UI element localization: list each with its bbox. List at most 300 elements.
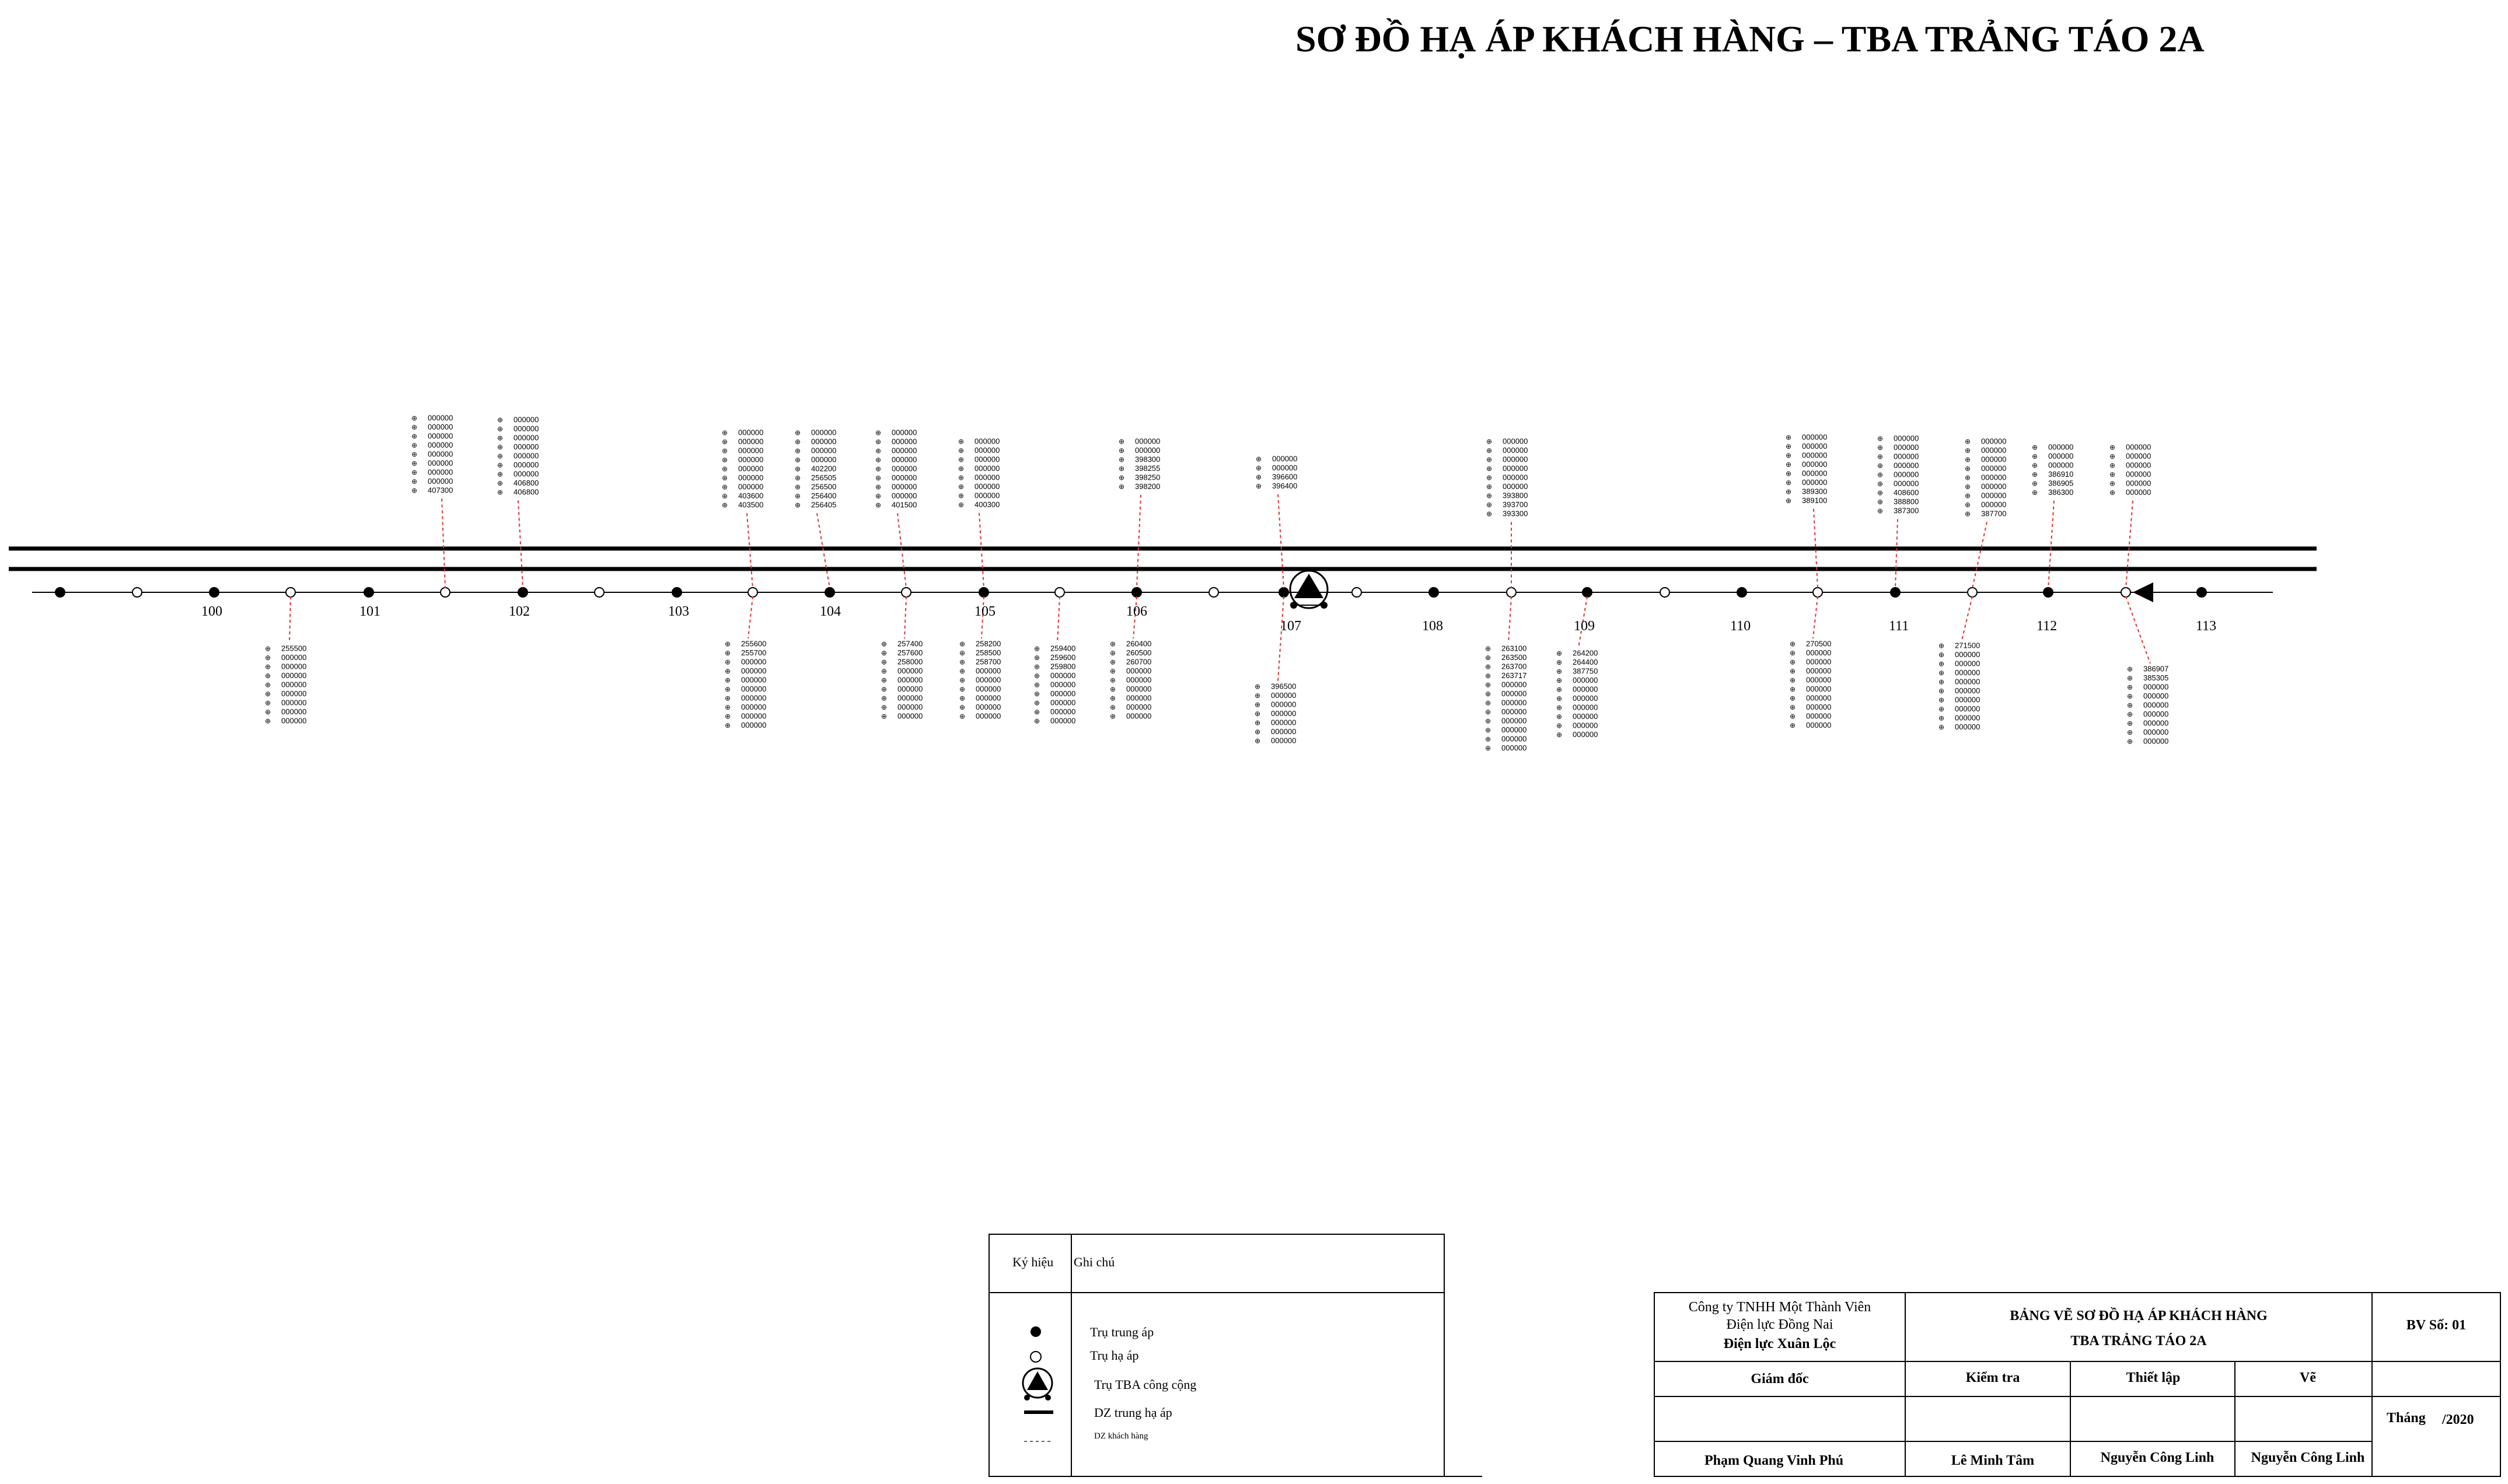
customer-code: 259400 xyxy=(1050,644,1076,653)
pole-label-108: 108 xyxy=(1422,619,1443,634)
mv-pole-marker xyxy=(825,588,834,597)
customer-code: 000000 xyxy=(1981,482,2007,491)
meter-icon: ⊕ xyxy=(265,680,271,689)
customer-code: 000000 xyxy=(2126,470,2151,479)
lv-pole-marker xyxy=(1209,588,1218,597)
customer-code: 257400 xyxy=(897,639,923,648)
meter-icon: ⊕ xyxy=(411,432,418,441)
meter-icon: ⊕ xyxy=(881,694,888,703)
meter-icon: ⊕ xyxy=(875,492,882,500)
customer-code: 263100 xyxy=(1501,644,1527,653)
customer-code: 000000 xyxy=(281,707,307,716)
meter-icon: ⊕ xyxy=(1965,437,1971,446)
meter-icon: ⊕ xyxy=(2032,461,2038,470)
customer-code: 000000 xyxy=(741,675,767,685)
customer-code: 000000 xyxy=(1135,446,1161,455)
customer-code: 393700 xyxy=(1503,500,1528,509)
customer-code: 000000 xyxy=(2143,736,2169,746)
meter-icon: ⊕ xyxy=(1255,710,1261,718)
customer-code: 000000 xyxy=(1802,478,1828,487)
lv-pole-marker xyxy=(441,588,450,597)
meter-icon: ⊕ xyxy=(411,477,418,486)
customer-code: 000000 xyxy=(1271,709,1297,718)
mv-pole-marker xyxy=(979,588,988,597)
lv-pole-marker xyxy=(1660,588,1669,597)
meter-icon: ⊕ xyxy=(1786,433,1792,442)
meter-icon: ⊕ xyxy=(722,438,728,446)
customer-code: 000000 xyxy=(1573,703,1598,712)
customer-code: 000000 xyxy=(514,451,539,460)
meter-icon: ⊕ xyxy=(722,483,728,491)
meter-icon: ⊕ xyxy=(1485,672,1491,680)
customer-code: 000000 xyxy=(1806,721,1832,729)
meter-icon: ⊕ xyxy=(1486,483,1493,491)
meter-icon: ⊕ xyxy=(881,712,888,721)
meter-icon: ⊕ xyxy=(958,446,965,455)
customer-code: 000000 xyxy=(897,703,923,711)
meter-icon: ⊕ xyxy=(1877,444,1884,452)
customer-code: 000000 xyxy=(1573,694,1598,703)
meter-icon: ⊕ xyxy=(1556,721,1563,730)
meter-icon: ⊕ xyxy=(958,501,965,509)
meter-icon: ⊕ xyxy=(1965,501,1971,509)
pole-label-109: 109 xyxy=(1574,619,1595,634)
customer-code: 000000 xyxy=(738,428,764,437)
meter-icon: ⊕ xyxy=(1255,718,1261,727)
mv-pole-icon xyxy=(1031,1326,1041,1337)
meter-icon: ⊕ xyxy=(1119,437,1125,446)
customer-code: 000000 xyxy=(892,473,917,482)
meter-icon: ⊕ xyxy=(1034,672,1040,680)
name-setup: Nguyễn Công Linh xyxy=(2100,1450,2214,1465)
customer-code: 000000 xyxy=(514,442,539,451)
legend-item-lv-pole: Trụ hạ áp xyxy=(1090,1348,1139,1363)
pole-label-110: 110 xyxy=(1730,619,1751,634)
meter-icon: ⊕ xyxy=(1255,700,1261,709)
legend xyxy=(989,1234,1482,1476)
meter-icon: ⊕ xyxy=(1786,442,1792,451)
customer-code: 396600 xyxy=(1272,472,1298,481)
mv-pole-marker xyxy=(364,588,373,597)
meter-icon: ⊕ xyxy=(411,450,418,459)
meter-icon: ⊕ xyxy=(959,649,966,657)
title-block xyxy=(1654,1293,2500,1476)
meter-icon: ⊕ xyxy=(958,437,965,446)
customer-code: 000000 xyxy=(741,666,767,675)
customer-group xyxy=(1877,434,1919,515)
meter-icon: ⊕ xyxy=(959,658,966,666)
meter-icon: ⊕ xyxy=(795,428,801,437)
customer-code: 264400 xyxy=(1573,658,1598,666)
customer-code: 000000 xyxy=(1126,693,1152,703)
customer-code: 000000 xyxy=(428,459,453,467)
lv-pole-marker xyxy=(1352,588,1361,597)
role-check: Kiểm tra xyxy=(1965,1370,2020,1385)
customer-code: 000000 xyxy=(741,657,767,666)
meter-icon: ⊕ xyxy=(722,474,728,482)
meter-icon: ⊕ xyxy=(1119,455,1125,464)
customer-code: 000000 xyxy=(2143,700,2169,710)
customer-code: 000000 xyxy=(2126,452,2151,460)
customer-group xyxy=(1790,640,1831,730)
mv-pole-marker xyxy=(2044,588,2053,597)
customer-code: 000000 xyxy=(892,491,917,500)
customer-code: 398200 xyxy=(1135,482,1161,491)
customer-code: 000000 xyxy=(976,685,1001,693)
customer-code: 258700 xyxy=(976,657,1001,666)
customer-code: 000000 xyxy=(1806,648,1832,657)
customer-code: 000000 xyxy=(897,711,923,721)
customer-code: 255500 xyxy=(281,644,307,653)
customer-code: 000000 xyxy=(281,680,307,689)
customer-code: 000000 xyxy=(738,464,764,473)
meter-icon: ⊕ xyxy=(497,452,504,460)
meter-icon: ⊕ xyxy=(1790,712,1796,721)
customer-code: 400300 xyxy=(974,500,1000,509)
customer-code: 000000 xyxy=(1955,704,1980,713)
customer-code: 000000 xyxy=(1503,437,1528,446)
meter-icon: ⊕ xyxy=(1965,509,1971,518)
customer-code: 406800 xyxy=(514,479,539,487)
meter-icon: ⊕ xyxy=(1486,491,1493,500)
customer-code: 000000 xyxy=(1806,693,1832,703)
customer-code: 000000 xyxy=(1573,685,1598,694)
customer-code: 000000 xyxy=(1806,711,1832,721)
customer-code: 000000 xyxy=(1050,698,1076,707)
meter-icon: ⊕ xyxy=(1119,473,1125,482)
customer-drop-line xyxy=(518,501,523,589)
meter-icon: ⊕ xyxy=(1034,654,1040,662)
meter-icon: ⊕ xyxy=(725,667,731,675)
meter-icon: ⊕ xyxy=(411,486,418,495)
customer-code: 000000 xyxy=(974,491,1000,500)
customer-code: 000000 xyxy=(1802,460,1828,469)
meter-icon: ⊕ xyxy=(1256,464,1262,472)
drawing-number: BV Số: 01 xyxy=(2406,1318,2467,1333)
customer-code: 000000 xyxy=(741,693,767,703)
meter-icon: ⊕ xyxy=(1119,465,1125,473)
meter-icon: ⊕ xyxy=(725,658,731,666)
customer-code: 000000 xyxy=(514,433,539,442)
meter-icon: ⊕ xyxy=(1556,703,1563,712)
meter-icon: ⊕ xyxy=(1790,721,1796,729)
legend-col-symbol: Ký hiệu xyxy=(1012,1255,1054,1269)
customer-code: 258500 xyxy=(976,648,1001,657)
customer-code: 000000 xyxy=(281,671,307,680)
transformer-station-icon xyxy=(1290,571,1328,609)
customer-code: 000000 xyxy=(428,467,453,477)
mv-pole-marker xyxy=(55,588,65,597)
customer-code: 403500 xyxy=(738,500,764,509)
customer-code: 000000 xyxy=(974,473,1000,482)
customer-code: 000000 xyxy=(738,482,764,491)
customer-code: 000000 xyxy=(811,428,837,437)
customer-group xyxy=(1255,682,1296,745)
meter-icon: ⊕ xyxy=(1790,694,1796,703)
customer-code: 000000 xyxy=(1573,676,1598,685)
customer-code: 406800 xyxy=(514,487,539,497)
customer-code: 403600 xyxy=(738,491,764,500)
meter-icon: ⊕ xyxy=(795,446,801,455)
customer-code: 000000 xyxy=(2143,682,2169,692)
company-line1: Công ty TNHH Một Thành Viên xyxy=(1688,1300,1871,1315)
customer-group xyxy=(1486,437,1528,518)
customer-code: 257600 xyxy=(897,648,923,657)
customer-drop-line xyxy=(817,514,830,589)
customer-code: 259600 xyxy=(1050,653,1076,662)
customer-group xyxy=(795,428,836,509)
date-year: /2020 xyxy=(2442,1412,2474,1427)
meter-icon: ⊕ xyxy=(1786,497,1792,505)
mv-pole-marker xyxy=(1429,588,1438,597)
meter-icon: ⊕ xyxy=(875,465,882,473)
customer-code: 396500 xyxy=(1271,682,1297,691)
lv-pole-icon xyxy=(1031,1352,1041,1362)
customer-code: 258200 xyxy=(976,639,1001,648)
meter-icon: ⊕ xyxy=(881,649,888,657)
customer-code: 000000 xyxy=(1894,452,1919,461)
customer-code: 393300 xyxy=(1503,509,1528,518)
meter-icon: ⊕ xyxy=(1556,731,1563,739)
customer-code: 000000 xyxy=(738,455,764,464)
customer-code: 401500 xyxy=(892,500,917,509)
meter-icon: ⊕ xyxy=(2127,728,2133,736)
customer-code: 000000 xyxy=(897,685,923,693)
meter-icon: ⊕ xyxy=(2032,479,2038,488)
customer-drop-line xyxy=(289,596,291,643)
meter-icon: ⊕ xyxy=(2127,701,2133,710)
mv-pole-marker xyxy=(2197,588,2206,597)
customer-code: 000000 xyxy=(1501,743,1527,752)
customer-code: 000000 xyxy=(1955,659,1980,668)
meter-icon: ⊕ xyxy=(1110,649,1116,657)
customer-code: 000000 xyxy=(2143,718,2169,728)
name-director: Phạm Quang Vinh Phú xyxy=(1704,1453,1844,1468)
customer-drop-line xyxy=(748,596,753,638)
customer-code: 387300 xyxy=(1894,506,1919,515)
customer-code: 000000 xyxy=(976,693,1001,703)
meter-icon: ⊕ xyxy=(1110,703,1116,711)
customer-code: 260500 xyxy=(1126,648,1152,657)
customer-code: 256505 xyxy=(811,473,837,482)
feeder-end-arrow-icon xyxy=(2133,582,2153,602)
meter-icon: ⊕ xyxy=(1938,687,1945,695)
customer-group xyxy=(2127,665,2168,746)
meter-icon: ⊕ xyxy=(959,712,966,721)
customer-code: 000000 xyxy=(1135,437,1161,446)
meter-icon: ⊕ xyxy=(1485,654,1491,662)
customer-code: 386905 xyxy=(2048,479,2074,488)
mv-pole-marker xyxy=(209,588,219,597)
customer-code: 256500 xyxy=(811,482,837,491)
lv-pole-marker xyxy=(1968,588,1977,597)
meter-icon: ⊕ xyxy=(1938,723,1945,731)
customer-code: 000000 xyxy=(1981,455,2007,464)
customer-group xyxy=(959,640,1001,721)
customer-code: 000000 xyxy=(1573,730,1598,739)
meter-icon: ⊕ xyxy=(1938,696,1945,704)
meter-icon: ⊕ xyxy=(1486,437,1493,446)
customer-code: 000000 xyxy=(1126,675,1152,685)
legend-item-mv-lv-line: DZ trung hạ áp xyxy=(1094,1405,1172,1420)
meter-icon: ⊕ xyxy=(1877,434,1884,443)
customer-group xyxy=(1556,649,1598,739)
meter-icon: ⊕ xyxy=(725,721,731,729)
meter-icon: ⊕ xyxy=(2127,665,2133,673)
customer-drop-line xyxy=(1962,596,1972,640)
customer-code: 000000 xyxy=(1894,461,1919,470)
customer-code: 000000 xyxy=(1126,685,1152,693)
meter-icon: ⊕ xyxy=(959,703,966,711)
customer-code: 000000 xyxy=(1806,666,1832,675)
customer-code: 396400 xyxy=(1272,481,1298,490)
meter-icon: ⊕ xyxy=(1790,649,1796,657)
meter-icon: ⊕ xyxy=(1786,451,1792,460)
customer-group xyxy=(881,640,923,721)
pole-label-111: 111 xyxy=(1889,619,1909,634)
customer-code: 000000 xyxy=(741,685,767,693)
meter-icon: ⊕ xyxy=(1938,659,1945,668)
lv-pole-marker xyxy=(1813,588,1822,597)
meter-icon: ⊕ xyxy=(1034,717,1040,725)
customer-code: 385305 xyxy=(2143,673,2169,682)
meter-icon: ⊕ xyxy=(875,446,882,455)
customer-code: 000000 xyxy=(1981,437,2007,446)
pole-label-106: 106 xyxy=(1126,604,1147,619)
meter-icon: ⊕ xyxy=(722,428,728,437)
role-director: Giám đốc xyxy=(1751,1371,1809,1387)
customer-code: 000000 xyxy=(892,437,917,446)
customer-code: 256405 xyxy=(811,500,837,509)
meter-icon: ⊕ xyxy=(1790,667,1796,675)
customer-code: 000000 xyxy=(281,698,307,707)
customer-code: 000000 xyxy=(1981,464,2007,473)
customer-code: 000000 xyxy=(1501,707,1527,716)
customer-code: 000000 xyxy=(2143,692,2169,700)
customer-drop-line xyxy=(1895,519,1898,589)
customer-drop-line xyxy=(1057,596,1060,643)
meter-icon: ⊕ xyxy=(722,501,728,509)
pole-label-100: 100 xyxy=(201,604,222,619)
mv-pole-marker xyxy=(672,588,682,597)
meter-icon: ⊕ xyxy=(2127,719,2133,728)
customer-code: 000000 xyxy=(2126,460,2151,470)
meter-icon: ⊕ xyxy=(1938,669,1945,677)
meter-icon: ⊕ xyxy=(1119,446,1125,455)
meter-icon: ⊕ xyxy=(725,712,731,721)
meter-icon: ⊕ xyxy=(411,468,418,477)
meter-icon: ⊕ xyxy=(1110,667,1116,675)
meter-icon: ⊕ xyxy=(722,465,728,473)
customer-code: 388800 xyxy=(1894,497,1919,506)
meter-icon: ⊕ xyxy=(1110,676,1116,685)
lv-pole-marker xyxy=(2121,588,2130,597)
customer-group xyxy=(1786,433,1827,505)
meter-icon: ⊕ xyxy=(1255,736,1261,745)
meter-icon: ⊕ xyxy=(2127,674,2133,682)
meter-icon: ⊕ xyxy=(1556,658,1563,666)
meter-icon: ⊕ xyxy=(1034,690,1040,698)
customer-code: 389100 xyxy=(1802,496,1828,505)
customer-code: 000000 xyxy=(738,437,764,446)
meter-icon: ⊕ xyxy=(1486,446,1493,455)
customer-code: 000000 xyxy=(1802,469,1828,478)
meter-icon: ⊕ xyxy=(1556,649,1563,658)
meter-icon: ⊕ xyxy=(1034,680,1040,689)
customer-code: 259800 xyxy=(1050,662,1076,671)
customer-code: 000000 xyxy=(1981,446,2007,455)
customer-code: 389300 xyxy=(1802,487,1828,496)
meter-icon: ⊕ xyxy=(1485,662,1491,671)
meter-icon: ⊕ xyxy=(1877,488,1884,497)
meter-icon: ⊕ xyxy=(497,425,504,433)
customer-code: 387750 xyxy=(1573,666,1598,676)
meter-icon: ⊕ xyxy=(725,703,731,711)
customer-code: 000000 xyxy=(1955,713,1980,722)
customer-code: 000000 xyxy=(2048,460,2074,470)
mv-pole-marker xyxy=(1891,588,1900,597)
customer-code: 000000 xyxy=(2143,710,2169,718)
customer-code: 000000 xyxy=(428,477,453,486)
meter-icon: ⊕ xyxy=(411,441,418,449)
pole-label-113: 113 xyxy=(2196,619,2217,634)
meter-icon: ⊕ xyxy=(1790,640,1796,648)
meter-icon: ⊕ xyxy=(2109,470,2116,479)
meter-icon: ⊕ xyxy=(881,640,888,648)
customer-code: 000000 xyxy=(514,415,539,424)
meter-icon: ⊕ xyxy=(1485,690,1491,698)
meter-icon: ⊕ xyxy=(959,676,966,685)
customer-code: 000000 xyxy=(738,473,764,482)
drawing-title-line2: TBA TRẢNG TÁO 2A xyxy=(2070,1333,2207,1349)
customer-code: 398255 xyxy=(1135,464,1161,473)
meter-icon: ⊕ xyxy=(1877,498,1884,506)
meter-icon: ⊕ xyxy=(1556,676,1563,685)
meter-icon: ⊕ xyxy=(1556,694,1563,703)
role-setup: Thiết lập xyxy=(2126,1370,2181,1385)
customer-group xyxy=(1938,641,1980,732)
meter-icon: ⊕ xyxy=(1485,699,1491,707)
customer-group xyxy=(725,640,766,730)
legend-item-customer-line: DZ khách hàng xyxy=(1094,1431,1148,1441)
meter-icon: ⊕ xyxy=(725,676,731,685)
customer-code: 000000 xyxy=(1806,657,1832,666)
customer-code: 000000 xyxy=(2126,488,2151,497)
lv-pole-marker xyxy=(1507,588,1516,597)
name-draw: Nguyễn Công Linh xyxy=(2251,1450,2365,1465)
customer-drop-line xyxy=(747,514,753,589)
customer-code: 000000 xyxy=(1271,691,1297,700)
customer-drop-line xyxy=(2048,501,2054,588)
customer-code: 271500 xyxy=(1955,641,1980,650)
customer-code: 393800 xyxy=(1503,491,1528,500)
customer-drop-line xyxy=(2126,501,2133,588)
customer-code: 000000 xyxy=(1126,711,1152,721)
customer-drop-line xyxy=(442,499,445,589)
meter-icon: ⊕ xyxy=(1486,501,1493,509)
meter-icon: ⊕ xyxy=(1034,644,1040,653)
customer-group xyxy=(411,414,453,495)
customer-group xyxy=(875,428,917,509)
customer-code: 000000 xyxy=(1802,432,1828,442)
meter-icon: ⊕ xyxy=(1255,692,1261,700)
meter-icon: ⊕ xyxy=(722,492,728,500)
legend-frame xyxy=(989,1234,1444,1476)
customer-code: 263700 xyxy=(1501,662,1527,671)
legend-item-transformer: Trụ TBA công cộng xyxy=(1094,1377,1197,1392)
meter-icon: ⊕ xyxy=(795,474,801,482)
customer-code: 000000 xyxy=(974,464,1000,473)
